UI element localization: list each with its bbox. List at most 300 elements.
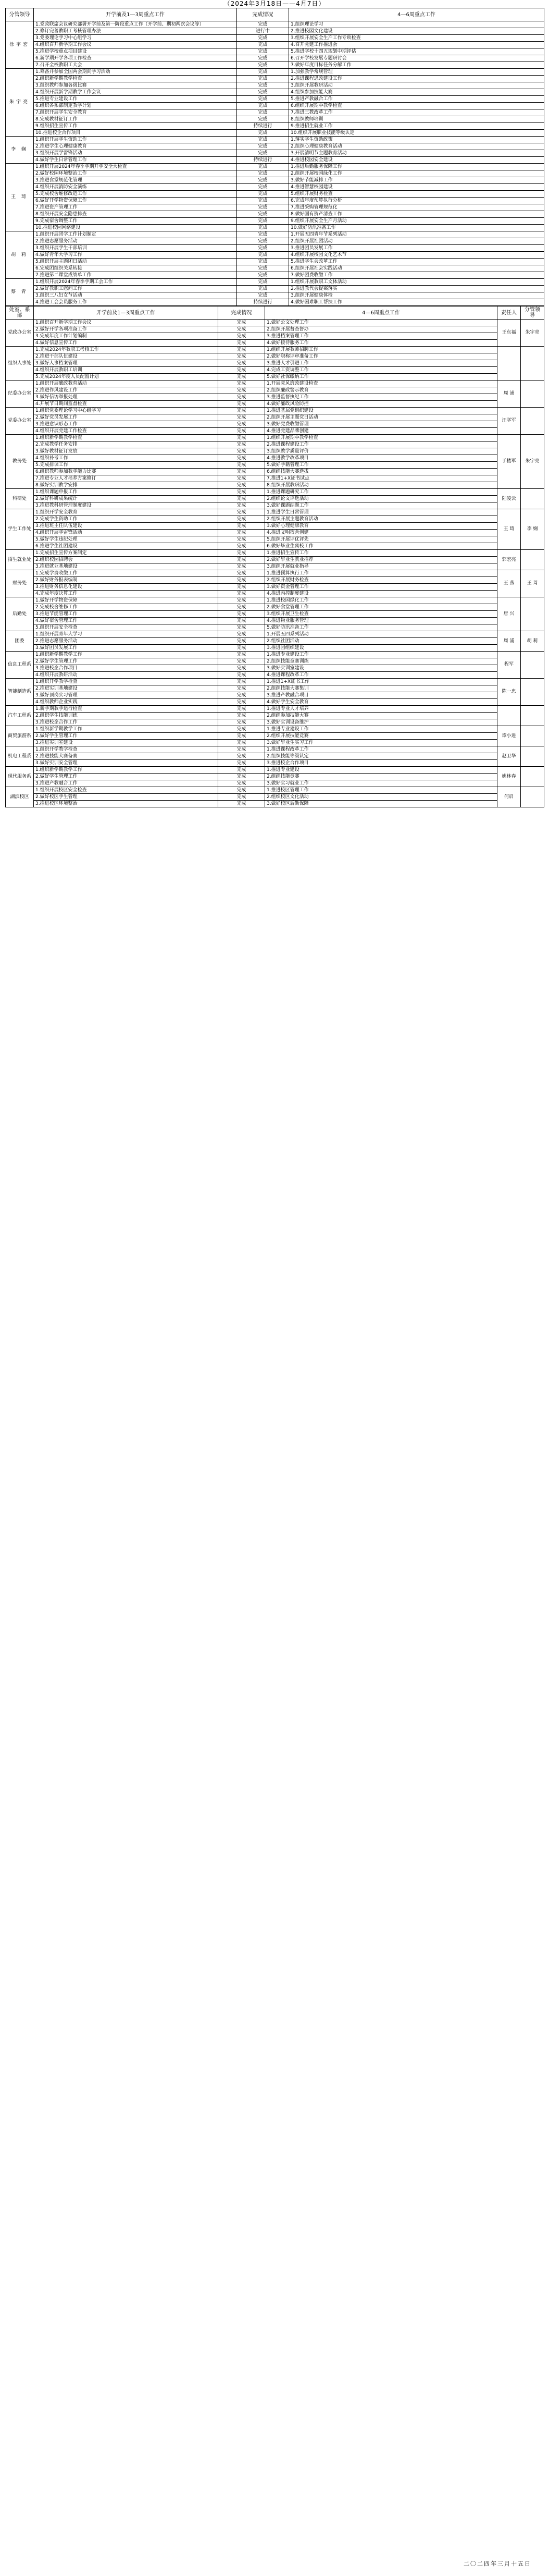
plan-item: 8.组织开展教研活动 (265, 482, 497, 489)
work-item: 3.推进食堂规范化管理 (34, 177, 237, 184)
leader-table-body (6, 21, 544, 306)
dept-name: 后勤处 (6, 597, 34, 631)
status-cell: 完成 (218, 530, 265, 536)
plan-item: 1.推进专业人才培养 (265, 706, 497, 713)
work-item: 3.推进校企合作项目 (34, 665, 218, 672)
leader-row (6, 157, 544, 164)
status-cell: 完成 (237, 35, 289, 42)
plan-item: 6.组织技能大赛选拔 (265, 469, 497, 475)
work-item: 2.推进实训基地建设 (34, 685, 218, 692)
status-cell: 完成 (218, 611, 265, 618)
work-item: 6.新学期开学各项工作检查 (34, 55, 237, 62)
status-cell: 完成 (237, 116, 289, 123)
work-item: 3.推进校区环境整治 (34, 801, 218, 807)
status-cell: 完成 (237, 177, 289, 184)
plan-item: 2.组织廉政警示教育 (265, 387, 497, 394)
status-cell: 完成 (218, 787, 265, 794)
plan-item: 4.组织参加技能大赛 (289, 89, 544, 96)
work-item: 3.推进产教融合工作 (34, 780, 218, 787)
dept-row (6, 645, 544, 652)
plan-item: 3.推进人才引进工作 (265, 360, 497, 367)
footer-date: 二〇二四年三月十五日 (464, 2560, 531, 2567)
plan-item: 1.推进后勤服务保障工作 (289, 164, 544, 170)
status-cell: 完成 (218, 353, 265, 360)
status-cell: 完成 (218, 543, 265, 550)
status-cell: 完成 (218, 489, 265, 496)
dept-row (6, 746, 544, 753)
dept-row (6, 387, 544, 394)
work-item: 1.完成2024年教职工考核工作 (34, 347, 218, 353)
work-item: 1.组织新学期教学工作 (34, 726, 218, 733)
dept-row (6, 794, 544, 801)
plan-item: 5.推进产教融合工作 (289, 96, 544, 103)
status-cell: 完成 (218, 672, 265, 679)
plan-item: 3.开展清明节主题教育活动 (289, 150, 544, 157)
plan-item: 5.组织开展评优评先 (265, 536, 497, 543)
leader-row (6, 48, 544, 55)
dept-row (6, 719, 544, 726)
plan-item: 1.推进专业建设工作 (265, 652, 497, 658)
plan-item: 10.组织开展职业技能等级认定 (289, 130, 544, 137)
leader-row (6, 35, 544, 42)
status-cell: 完成 (237, 238, 289, 245)
header-leader-short: 分管领导 (521, 306, 544, 320)
work-item: 2.做好教职工慰问工作 (34, 286, 237, 292)
dept-row (6, 381, 544, 387)
dept-row (6, 448, 544, 455)
work-item: 2.组织学生技能训练 (34, 713, 218, 719)
leader-row (6, 299, 544, 306)
leader-row (6, 211, 544, 218)
status-cell: 完成 (237, 21, 289, 28)
work-item: 4.做好宿舍管理工作 (34, 618, 218, 624)
work-item: 1.筹备并参加全国两会期间学习活动 (34, 69, 237, 76)
plan-item: 2.组织技能大赛集训 (265, 685, 497, 692)
work-item: 7.推进第二课堂成绩单工作 (34, 272, 237, 279)
plan-item: 5.推进学校十四五规划中期评估 (289, 48, 544, 55)
dept-row (6, 740, 544, 746)
responsible-person: 谭小进 (497, 726, 521, 746)
status-cell: 完成 (218, 482, 265, 489)
status-cell: 完成 (237, 204, 289, 211)
work-item: 4.组织开展学雷锋活动 (34, 530, 218, 536)
work-item: 3.推进就业基地建设 (34, 563, 218, 570)
status-cell: 完成 (237, 259, 289, 265)
dept-row (6, 523, 544, 530)
responsible-person: 王 琦 (497, 509, 521, 550)
plan-item: 8.组织教师培训 (289, 116, 544, 123)
dept-row (6, 550, 544, 557)
plan-item: 2.推进校园文化建设 (289, 28, 544, 35)
work-item: 3.组织三八妇女节活动 (34, 292, 237, 299)
work-item: 2.做好开学各项准备工作 (34, 326, 218, 333)
work-item: 1.组织开学教学检查 (34, 679, 218, 685)
work-item: 4.组织补考工作 (34, 455, 218, 462)
status-cell: 完成 (218, 692, 265, 699)
status-cell: 完成 (237, 109, 289, 116)
dept-row (6, 658, 544, 665)
work-item: 1.组织召开新学期工作会议 (34, 320, 218, 326)
status-cell: 完成 (218, 347, 265, 353)
work-item: 2.做好校园环境整治工作 (34, 170, 237, 177)
leader-row (6, 225, 544, 231)
work-item: 1.组织新学期教学检查 (34, 435, 218, 441)
status-cell: 完成 (218, 618, 265, 624)
status-cell: 完成 (218, 631, 265, 638)
work-item: 5.推进专业建设工作 (34, 96, 237, 103)
status-cell: 持续进行 (237, 299, 289, 306)
work-item: 1.组织开展青年大学习 (34, 631, 218, 638)
work-item: 1.组织开展学生资助工作 (34, 137, 237, 143)
work-item: 8.做好实训教学安排 (34, 482, 218, 489)
dept-name: 党委办公室 (6, 408, 34, 435)
work-item: 1.组织开学安全教育 (34, 509, 218, 516)
dept-row (6, 638, 544, 645)
dept-row (6, 340, 544, 347)
responsible-person: 王 燕 (497, 570, 521, 597)
status-cell: 完成 (237, 211, 289, 218)
work-item: 2.推进志愿服务活动 (34, 238, 237, 245)
responsible-person: 陈一忠 (497, 679, 521, 706)
leader-row (6, 191, 544, 198)
work-item: 2.做好科研成果统计 (34, 496, 218, 502)
plan-item: 4.做好接待服务工作 (265, 340, 497, 347)
plan-item: 2.组织论文评选活动 (265, 496, 497, 502)
dept-row (6, 584, 544, 591)
plan-item: 2.组织心理健康教育活动 (289, 143, 544, 150)
leader-row (6, 28, 544, 35)
status-cell: 完成 (218, 767, 265, 774)
responsible-person: 何启 (497, 787, 521, 807)
plan-item: 6.组织开展期中教学检查 (289, 103, 544, 109)
dept-name: 湖滨校区 (6, 787, 34, 807)
dept-row (6, 469, 544, 475)
status-cell: 完成 (218, 780, 265, 787)
leader-row (6, 42, 544, 48)
status-cell: 完成 (237, 103, 289, 109)
responsible-person: 程军 (497, 652, 521, 679)
dept-row (6, 563, 544, 570)
status-cell: 完成 (218, 638, 265, 645)
plan-item: 4.推进内控制度建设 (265, 591, 497, 597)
status-cell: 完成 (218, 570, 265, 577)
leader-row (6, 252, 544, 259)
work-item: 1.组织开展2024年春季学期工会工作 (34, 279, 237, 286)
plan-item: 1.组织开展期中教学检查 (265, 435, 497, 441)
work-item: 3.做好顶岗实习管理 (34, 692, 218, 699)
dept-leader (521, 726, 544, 746)
status-cell: 完成 (218, 557, 265, 563)
leader-name: 胡 莉 (6, 231, 34, 279)
dept-name: 信息工程系 (6, 652, 34, 679)
plan-item: 3.做好实训室建设 (265, 665, 497, 672)
status-cell: 完成 (237, 69, 289, 76)
work-item: 4.推进工会会员服务工作 (34, 299, 237, 306)
work-item: 4.完成年度决算工作 (34, 591, 218, 597)
dept-leader (521, 381, 544, 408)
plan-item: 2.组织开展主题党日活动 (265, 414, 497, 421)
work-item: 6.组织各系部制定教学计划 (34, 103, 237, 109)
status-cell: 完成 (218, 801, 265, 807)
plan-item: 3.组织教学质量评价 (265, 448, 497, 455)
dept-row (6, 706, 544, 713)
plan-item: 10.做好防汛准备工作 (289, 225, 544, 231)
date-range: （2024年3月18日——4月7日） (223, 0, 326, 7)
status-cell: 完成 (237, 150, 289, 157)
leader-row (6, 272, 544, 279)
work-item: 2.做好财务报表编制 (34, 577, 218, 584)
plan-item: 2.推进课程思政建设工作 (289, 76, 544, 82)
work-item: 8.组织开展安全隐患排查 (34, 211, 237, 218)
plan-item: 7.推进1+X证书试点 (265, 475, 497, 482)
responsible-person: 周 浦 (497, 631, 521, 652)
dept-row (6, 482, 544, 489)
status-cell: 完成 (218, 448, 265, 455)
plan-item: 5.做好社保缴纳工作 (265, 374, 497, 381)
status-cell: 完成 (237, 130, 289, 137)
leader-table-header (6, 8, 544, 21)
work-item: 1.组织开展2024年春季学期开学安全大检查 (34, 164, 237, 170)
plan-item: 2.推进课程建设工作 (265, 441, 497, 448)
leader-row (6, 62, 544, 69)
status-cell: 完成 (237, 164, 289, 170)
plan-item: 2.组织开展校园绿化工作 (289, 170, 544, 177)
plan-item: 1.推进课题研究工作 (265, 489, 497, 496)
dept-row (6, 699, 544, 706)
plan-item: 1.做好公文处理工作 (265, 320, 497, 326)
work-item: 2.完成校舍维修工作 (34, 604, 218, 611)
plan-item: 3.做好实训设备维护 (265, 719, 497, 726)
status-cell: 完成 (218, 367, 265, 374)
dept-table-body (6, 320, 544, 807)
leader-row (6, 184, 544, 191)
work-item: 3.推进财务信息化建设 (34, 584, 218, 591)
status-cell: 完成 (237, 76, 289, 82)
plan-item: 1.推进基层党组织建设 (265, 408, 497, 414)
dept-row (6, 591, 544, 597)
status-cell: 完成 (218, 753, 265, 760)
report-sheet (5, 0, 544, 2567)
status-cell: 完成 (218, 441, 265, 448)
plan-item: 9.推进招生就业工作 (289, 123, 544, 130)
status-cell: 完成 (218, 550, 265, 557)
leader-row (6, 55, 544, 62)
plan-item: 1.开展党风廉政建设检查 (265, 381, 497, 387)
dept-row (6, 604, 544, 611)
plan-item: 4.召开党建工作推进会 (289, 42, 544, 48)
work-item: 9.完成宿舍调整工作 (34, 218, 237, 225)
dept-row (6, 414, 544, 421)
status-cell: 完成 (218, 536, 265, 543)
work-item: 3.推进班主任队伍建设 (34, 523, 218, 530)
plan-item: 1.推进学生日常管理 (265, 509, 497, 516)
status-cell: 完成 (218, 502, 265, 509)
status-cell: 完成 (218, 624, 265, 631)
dept-row (6, 428, 544, 435)
dept-leader (521, 408, 544, 435)
status-cell: 完成 (237, 96, 289, 103)
work-item: 5.组织开展安全检查 (34, 624, 218, 631)
dept-leader (521, 597, 544, 631)
dept-name: 学生工作处 (6, 509, 34, 550)
dept-row (6, 726, 544, 733)
work-item: 5.完成校舍维修改造工作 (34, 191, 237, 198)
plan-item: 3.做好心理健康教育 (265, 523, 497, 530)
plan-item: 2.推进教代会提案落实 (289, 286, 544, 292)
status-cell: 完成 (218, 597, 265, 604)
dept-row (6, 597, 544, 604)
status-cell: 完成 (218, 733, 265, 740)
dept-row (6, 475, 544, 482)
work-item: 4.做好青年大学习工作 (34, 252, 237, 259)
work-item: 4.组织开展教研活动 (34, 672, 218, 679)
dept-row (6, 753, 544, 760)
status-cell: 完成 (218, 414, 265, 421)
leader-row (6, 89, 544, 96)
status-cell: 完成 (218, 340, 265, 347)
dept-row (6, 455, 544, 462)
plan-item: 4.推进课程改革工作 (265, 672, 497, 679)
status-cell: 完成 (237, 265, 289, 272)
work-item: 1.组织党委理论学习中心组学习 (34, 408, 218, 414)
status-cell: 完成 (218, 699, 265, 706)
status-cell: 完成 (218, 591, 265, 597)
plan-item: 1.开展五四青年节系列活动 (289, 231, 544, 238)
dept-row (6, 624, 544, 631)
plan-item: 4.推进智慧校园建设 (289, 184, 544, 191)
status-cell: 完成 (218, 563, 265, 570)
status-cell: 完成 (218, 516, 265, 523)
status-cell: 持续进行 (237, 157, 289, 164)
header-leader: 分管领导 (6, 8, 34, 21)
plan-item: 3.推进团员发展工作 (289, 245, 544, 252)
work-item: 2.做好学生管理工作 (34, 733, 218, 740)
dept-leader (521, 746, 544, 767)
plan-item: 9.组织开展安全生产月活动 (289, 218, 544, 225)
plan-item: 2.组织开展督查督办 (265, 326, 497, 333)
dept-row (6, 685, 544, 692)
header-done13-dept: 开学前及1—3周重点工作 (34, 306, 218, 320)
status-cell: 完成 (218, 577, 265, 584)
work-item: 3.完成年度工作计划编制 (34, 333, 218, 340)
plan-item: 2.组织开展社团活动 (289, 238, 544, 245)
plan-item: 2.组织技能等级认定 (265, 753, 497, 760)
work-item: 6.做好开学物资保障工作 (34, 198, 237, 204)
status-cell: 完成 (218, 408, 265, 414)
dept-row (6, 408, 544, 414)
plan-item: 3.推进产教融合项目 (265, 692, 497, 699)
work-item: 2.组织新学期教学检查 (34, 76, 237, 82)
status-cell: 完成 (237, 279, 289, 286)
plan-item: 5.做好防汛准备工作 (265, 624, 497, 631)
status-cell: 完成 (237, 191, 289, 198)
responsible-person: 郭宏亮 (497, 550, 521, 570)
work-item: 6.推进学生社团建设 (34, 543, 218, 550)
plan-item: 2.组织开展主题教育活动 (265, 516, 497, 523)
dept-row (6, 774, 544, 780)
work-item: 2.完成学生资助工作 (34, 516, 218, 523)
header-dept: 处室、系部 (6, 306, 34, 320)
leader-row (6, 198, 544, 204)
dept-leader (521, 652, 544, 679)
dept-row (6, 401, 544, 408)
dept-name: 组织人事处 (6, 347, 34, 381)
work-item: 2.推进作风建设工作 (34, 387, 218, 394)
dept-row (6, 618, 544, 624)
work-item: 3.做好团员发展工作 (34, 645, 218, 652)
dept-name: 智能制造系 (6, 679, 34, 706)
dept-name: 汽车工程系 (6, 706, 34, 726)
dept-leader: 李 娴 (521, 509, 544, 550)
status-cell: 完成 (237, 89, 289, 96)
dept-row (6, 767, 544, 774)
plan-item: 6.召开学校发展专题研讨会 (289, 55, 544, 62)
plan-item: 1.组织理论学习 (289, 21, 544, 28)
work-item: 3.做好人事档案管理 (34, 360, 218, 367)
dept-row (6, 333, 544, 340)
plan-item: 6.做好毕业生离校工作 (265, 543, 497, 550)
status-cell: 完成 (218, 475, 265, 482)
plan-item: 7.做好年度目标任务分解工作 (289, 62, 544, 69)
dept-leader: 胡 莉 (521, 631, 544, 652)
work-item: 3.做好教材征订发放 (34, 448, 218, 455)
plan-item: 6.组织开展社会实践活动 (289, 265, 544, 272)
plan-item: 1.推进校园绿化工作 (265, 597, 497, 604)
plan-item: 1.开展五四系列活动 (265, 631, 497, 638)
dept-leader (521, 550, 544, 570)
work-item: 7.召开全校教职工大会 (34, 62, 237, 69)
plan-item: 4.推进校园安全建设 (289, 157, 544, 164)
dept-row (6, 570, 544, 577)
work-item: 3.组织教师参加各级比赛 (34, 82, 237, 89)
status-cell: 完成 (218, 719, 265, 726)
status-cell: 完成 (218, 326, 265, 333)
dept-row (6, 353, 544, 360)
leader-name: 李 娴 (6, 137, 34, 164)
leader-row (6, 109, 544, 116)
work-item: 7.组织开展学生安全教育 (34, 109, 237, 116)
plan-item: 3.做好党费收缴管理 (265, 421, 497, 428)
status-cell: 完成 (218, 523, 265, 530)
work-item: 4.开展节日期间监督检查 (34, 401, 218, 408)
status-cell: 完成 (218, 685, 265, 692)
responsible-person: 汪学军 (497, 408, 521, 435)
work-item: 3.做好信访举报处理 (34, 394, 218, 401)
status-cell: 完成 (218, 713, 265, 719)
dept-leader: 朱宇亮 (521, 435, 544, 489)
dept-row (6, 652, 544, 658)
leader-row (6, 177, 544, 184)
status-cell: 完成 (237, 292, 289, 299)
work-item: 4.组织开展教职工培训 (34, 367, 218, 374)
header-plan46: 4—6周重点工作 (289, 8, 544, 21)
plan-item: 4.做好困难职工帮扶工作 (289, 299, 544, 306)
plan-item: 3.组织开展安全生产工作专项检查 (289, 35, 544, 42)
dept-row (6, 631, 544, 638)
leader-row (6, 286, 544, 292)
dept-row (6, 530, 544, 536)
dept-name: 科研处 (6, 489, 34, 509)
header-status-dept: 完成情况 (218, 306, 265, 320)
work-item: 1.组织开展廉政教育活动 (34, 381, 218, 387)
dept-row (6, 672, 544, 679)
status-cell: 完成 (237, 231, 289, 238)
dept-row (6, 692, 544, 699)
responsible-person: 姚林春 (497, 767, 521, 787)
leader-row (6, 204, 544, 211)
status-cell: 完成 (237, 184, 289, 191)
status-cell: 完成 (218, 455, 265, 462)
